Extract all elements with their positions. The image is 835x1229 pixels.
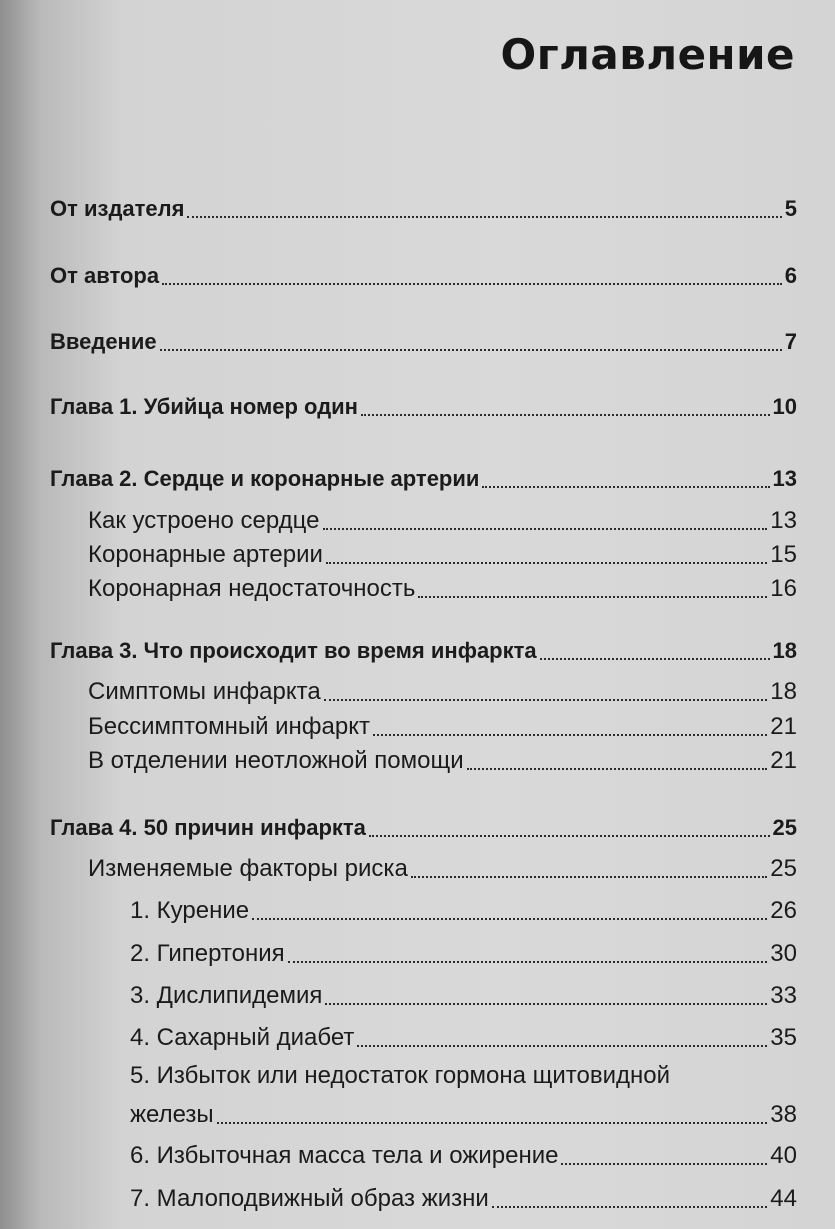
toc-entry-page: 26 [770, 897, 797, 924]
toc-entry-label: От автора [50, 263, 160, 288]
toc-entry-page: 6 [784, 263, 797, 288]
toc-entry-page: 25 [770, 855, 797, 882]
toc-entry-label: Коронарные артерии [88, 541, 323, 568]
toc-entry [88, 742, 797, 775]
toc-entry [50, 192, 797, 222]
toc-entry-page: 15 [770, 541, 797, 568]
toc-entry [88, 708, 797, 741]
toc-entry-label: Глава 3. Что происходит во время инфаркта [50, 638, 537, 663]
toc-entry [50, 811, 797, 841]
toc-entry [130, 1137, 797, 1170]
dot-leader [361, 392, 770, 416]
toc-entry-page: 35 [770, 1024, 797, 1051]
toc-entry-label: От издателя [50, 196, 185, 221]
toc-entry-label: 3. Дислипидемия [130, 982, 323, 1009]
toc-entry-label: Бессимптомный инфаркт [88, 713, 371, 740]
toc-entry-page: 40 [770, 1142, 797, 1169]
toc-entry-page: 44 [770, 1185, 797, 1212]
dot-leader [492, 1182, 767, 1208]
toc-entry [50, 325, 797, 355]
toc-entry-page: 13 [772, 466, 797, 491]
dot-leader [373, 710, 767, 736]
toc-entry-label: 7. Малоподвижный образ жизни [130, 1185, 489, 1212]
dot-leader [418, 572, 767, 598]
dot-leader [540, 636, 770, 660]
toc-entry-label: Симптомы инфаркта [88, 678, 321, 705]
dot-leader [411, 852, 768, 878]
dot-leader [252, 894, 767, 920]
toc-entry-page: 5 [784, 196, 797, 221]
dot-leader [187, 194, 781, 218]
toc-entry [130, 1019, 797, 1052]
toc-entry-page: 18 [770, 678, 797, 705]
toc-entry-label: железы [130, 1101, 214, 1128]
toc-entry [88, 850, 797, 883]
toc-entry [88, 536, 797, 569]
toc-entry-page: 13 [770, 507, 797, 534]
toc-entry-label: Глава 4. 50 причин инфаркта [50, 815, 366, 840]
toc-entry-label: 6. Избыточная масса тела и ожирение [130, 1142, 559, 1169]
dot-leader [323, 504, 768, 530]
toc-entry [50, 634, 797, 664]
toc-entry-label: Как устроено сердце [88, 507, 320, 534]
toc-entry-label: Глава 2. Сердце и коронарные артерии [50, 466, 480, 491]
toc-entry-label: В отделении неотложной помощи [88, 747, 464, 774]
toc-entry [50, 462, 797, 492]
toc-entry [130, 892, 797, 925]
toc-entry-page: 21 [770, 747, 797, 774]
dot-leader [561, 1139, 767, 1165]
toc-entry-page: 33 [770, 982, 797, 1009]
toc-entry-page: 38 [770, 1101, 797, 1128]
toc-entry [130, 977, 797, 1010]
toc-entry-page: 30 [770, 940, 797, 967]
dot-leader [482, 464, 769, 488]
toc-entry [130, 935, 797, 968]
toc-entry-label: 4. Сахарный диабет [130, 1024, 355, 1051]
toc-entry-label: Глава 1. Убийца номер один [50, 394, 358, 419]
page-title: Оглавление [500, 30, 795, 79]
toc-entry-page: 10 [772, 394, 797, 419]
dot-leader [160, 327, 782, 351]
toc-entry [88, 570, 797, 603]
toc-entry-page: 21 [770, 713, 797, 740]
toc-entry-label-first-line: 5. Избыток или недостаток гормона щитовидной [130, 1062, 671, 1089]
toc-entry [50, 390, 797, 420]
toc-entry-page: 18 [772, 638, 797, 663]
dot-leader [326, 538, 767, 564]
toc-entry-label: Изменяемые факторы риска [88, 855, 408, 882]
toc-entry-page: 16 [770, 575, 797, 602]
toc-entry-label: 1. Курение [130, 897, 250, 924]
dot-leader [162, 261, 782, 285]
toc-entry-page: 7 [784, 329, 797, 354]
toc-entry-label: 2. Гипертония [130, 940, 285, 967]
dot-leader [369, 813, 770, 837]
toc-entry [130, 1096, 797, 1129]
dot-leader [324, 675, 768, 701]
dot-leader [217, 1098, 768, 1124]
toc-entry-label: Введение [50, 329, 157, 354]
toc-entry [88, 673, 797, 706]
toc-entry-page: 25 [772, 815, 797, 840]
dot-leader [288, 937, 768, 963]
dot-leader [357, 1021, 767, 1047]
toc-entry [50, 259, 797, 289]
dot-leader [325, 979, 767, 1005]
toc-entry-label: Коронарная недостаточность [88, 575, 416, 602]
toc-entry [88, 502, 797, 535]
dot-leader [467, 744, 768, 770]
toc-entry [130, 1180, 797, 1213]
